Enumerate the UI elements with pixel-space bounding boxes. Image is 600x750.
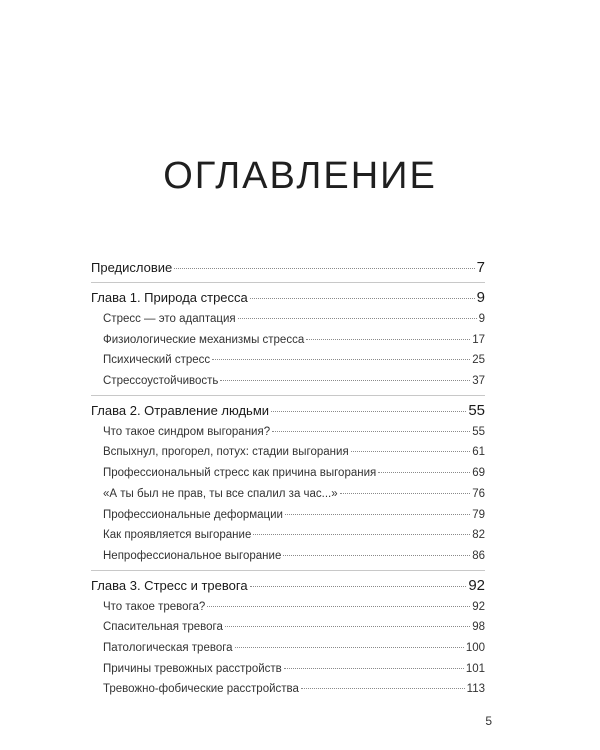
dot-leader: [378, 472, 470, 473]
toc-item-label: Причины тревожных расстройств: [103, 662, 282, 675]
dot-leader: [220, 380, 470, 381]
dot-leader: [235, 647, 464, 648]
toc-chapter-page: 55: [468, 401, 485, 419]
toc-chapter-label: Глава 3. Стресс и тревога: [91, 577, 248, 593]
toc-item-page: 86: [472, 549, 485, 562]
dot-leader: [212, 359, 470, 360]
toc-entry-page: 7: [476, 259, 485, 276]
toc-item-page: 76: [472, 487, 485, 500]
toc-item[interactable]: [91, 442, 485, 463]
toc-item-label: Что такое синдром выгорания?: [103, 425, 271, 438]
toc-item-label: Непрофессиональное выгорание: [103, 549, 282, 562]
dot-leader: [283, 555, 470, 556]
dot-leader: [301, 688, 465, 689]
toc-item-label: Спасительная тревога: [103, 621, 223, 634]
divider: [91, 570, 485, 571]
toc-entry-preface[interactable]: [91, 257, 485, 279]
dot-leader: [340, 493, 471, 494]
toc-item[interactable]: [91, 371, 485, 392]
toc-item[interactable]: [91, 638, 485, 659]
divider: [91, 395, 485, 396]
dot-leader: [207, 606, 470, 607]
dot-leader: [250, 298, 475, 299]
divider: [91, 282, 485, 283]
toc-chapter-page: 9: [476, 289, 485, 306]
toc-item-label: Как проявляется выгорание: [103, 529, 252, 542]
toc-item-label: Профессиональные деформации: [103, 508, 283, 521]
page-title: ОГЛАВЛЕНИЕ: [163, 155, 437, 197]
toc-item-page: 82: [472, 529, 485, 542]
toc-item-label: Стресс — это адаптация: [103, 313, 236, 325]
toc-chapter-page: 92: [468, 576, 485, 594]
toc-item-page: 25: [472, 354, 485, 367]
toc-item[interactable]: [91, 679, 485, 700]
toc-item[interactable]: [91, 617, 485, 638]
dot-leader: [284, 668, 464, 669]
toc-item-page: 92: [472, 600, 485, 613]
toc-item[interactable]: [91, 484, 485, 505]
toc-item-page: 69: [472, 467, 485, 480]
dot-leader: [253, 534, 470, 535]
toc-item[interactable]: [91, 422, 485, 443]
dot-leader: [271, 411, 466, 412]
dot-leader: [285, 514, 470, 515]
toc-item-label: Физиологические механизмы стресса: [103, 333, 305, 346]
toc-item-page: 101: [465, 662, 485, 675]
toc-item-label: Что такое тревога?: [103, 600, 206, 613]
toc-item-page: 98: [472, 621, 485, 634]
toc-item-label: Психический стресс: [103, 354, 211, 367]
toc-item-page: 79: [472, 508, 485, 521]
dot-leader: [272, 431, 470, 432]
toc-item-label: Профессиональный стресс как причина выгорания: [103, 467, 377, 480]
toc-item-label: Патологическая тревога: [103, 641, 233, 654]
toc-entry-label: Предисловие: [91, 260, 173, 275]
toc-item-page: 61: [472, 446, 485, 459]
dot-leader: [351, 451, 471, 452]
dot-leader: [174, 268, 474, 269]
toc-item-label: Стрессоустойчивость: [103, 375, 219, 388]
toc-item[interactable]: [91, 309, 485, 330]
table-of-contents: [91, 257, 485, 700]
toc-item-page: 100: [465, 641, 485, 654]
toc-chapter-1[interactable]: [91, 287, 485, 309]
toc-chapter-label: Глава 1. Природа стресса: [91, 290, 248, 305]
toc-item-page: 17: [472, 333, 485, 346]
toc-item[interactable]: [91, 463, 485, 484]
dot-leader: [238, 318, 477, 319]
toc-chapter-3[interactable]: [91, 575, 485, 597]
toc-item-label: Вспыхнул, прогорел, потух: стадии выгорания: [103, 446, 349, 459]
toc-item[interactable]: [91, 659, 485, 680]
page-number: 5: [485, 714, 492, 728]
toc-item[interactable]: [91, 505, 485, 526]
toc-item[interactable]: [91, 350, 485, 371]
toc-item[interactable]: [91, 546, 485, 567]
toc-chapter-label: Глава 2. Отравление людьми: [91, 402, 270, 418]
toc-chapter-2[interactable]: [91, 400, 485, 422]
toc-item-page: 9: [478, 313, 485, 325]
toc-item[interactable]: [91, 330, 485, 351]
toc-item[interactable]: [91, 597, 485, 618]
toc-item-label: «А ты был не прав, ты все спалил за час...»: [103, 487, 338, 500]
toc-item-page: 55: [472, 425, 485, 438]
toc-item-page: 37: [472, 375, 485, 388]
toc-item-label: Тревожно-фобические расстройства: [103, 683, 299, 696]
toc-item-page: 113: [466, 683, 485, 696]
toc-item[interactable]: [91, 525, 485, 546]
dot-leader: [250, 586, 467, 587]
dot-leader: [225, 626, 470, 627]
dot-leader: [306, 339, 470, 340]
